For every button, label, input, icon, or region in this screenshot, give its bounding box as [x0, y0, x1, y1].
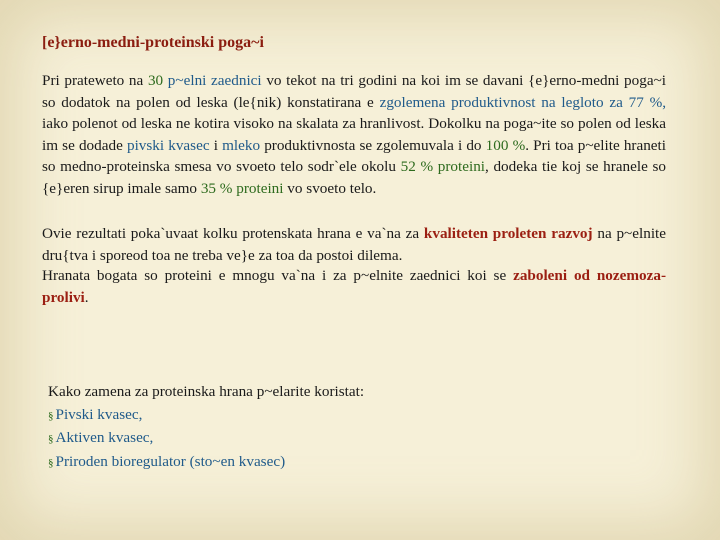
list-item [48, 427, 364, 451]
term-highlight: mleko [222, 136, 261, 154]
text: Ovie rezultati poka`uvaat kolku protenskata hrana e va`na za [42, 225, 420, 242]
paragraph-results [42, 223, 666, 266]
term-highlight: proteini [236, 179, 284, 197]
text: produktivnosta se zgolemuvala i do [264, 136, 482, 154]
bullet-icon: § [48, 433, 54, 445]
list-heading: Kako zamena za proteinska hrana p~elarite koristat: [48, 383, 365, 400]
text: iako polenot od leska ne kotira visoko na skalata za hranlivost. Dokolku na poga~ite so polen od leska im se dodade [42, 115, 666, 154]
text: na p~elnite dru{tva i sporeod toa ne treba ve}e za toa da postoi dilema. [42, 225, 667, 264]
emphasis-highlight: zaboleni od nozemoza-prolivi [42, 267, 667, 306]
list-item-label: Aktiven kvasec, [55, 429, 154, 446]
list-item-label: Pivski kvasec, [55, 405, 143, 423]
number-highlight: 35 % [200, 179, 233, 197]
text: vo tekot na tri godini na koi im se davani {e}erno-medni poga~i so dodatok na polen od leska (le{nik) konstatirana e [42, 72, 667, 111]
number-highlight: 100 % [485, 136, 526, 154]
term-highlight: pivski kvasec [126, 136, 210, 154]
number-highlight: 52 % [400, 158, 434, 175]
paragraph-research [42, 70, 666, 199]
list-item-label: Priroden bioregulator (sto~en kvasec) [55, 452, 286, 470]
text: vo svoeto telo. [287, 179, 377, 197]
number-highlight: 30 [147, 72, 164, 89]
text: Hranata bogata so proteini e mnogu va`na i za p~elnite zaednici koi se [42, 267, 507, 284]
bullet-icon: § [48, 456, 54, 469]
paragraph-disease [42, 265, 666, 308]
text: , dodeka tie koj se hranele so {e}eren sirup imale samo [42, 158, 667, 197]
text: Pri prateweto na [42, 72, 144, 89]
list-item [48, 404, 364, 428]
text: . [84, 288, 89, 306]
term-highlight: p~elni zaednici [167, 72, 262, 89]
text: . Pri toa p~elite hraneti so medno-proteinska smesa vo svoeto telo sodr`ele okolu [42, 136, 666, 175]
list-item [48, 451, 364, 475]
bullet-icon: § [48, 409, 54, 422]
emphasis-highlight: kvaliteten proleten razvoj [423, 225, 593, 242]
substitute-list [48, 381, 364, 474]
term-highlight: zgolemena produktivnost na legloto za [379, 93, 623, 111]
number-highlight: 77 %, [628, 93, 667, 111]
text: i [213, 136, 218, 154]
slide-title: [e}erno-medni-proteinski poga~i [42, 34, 264, 51]
term-highlight: proteini [437, 158, 486, 175]
